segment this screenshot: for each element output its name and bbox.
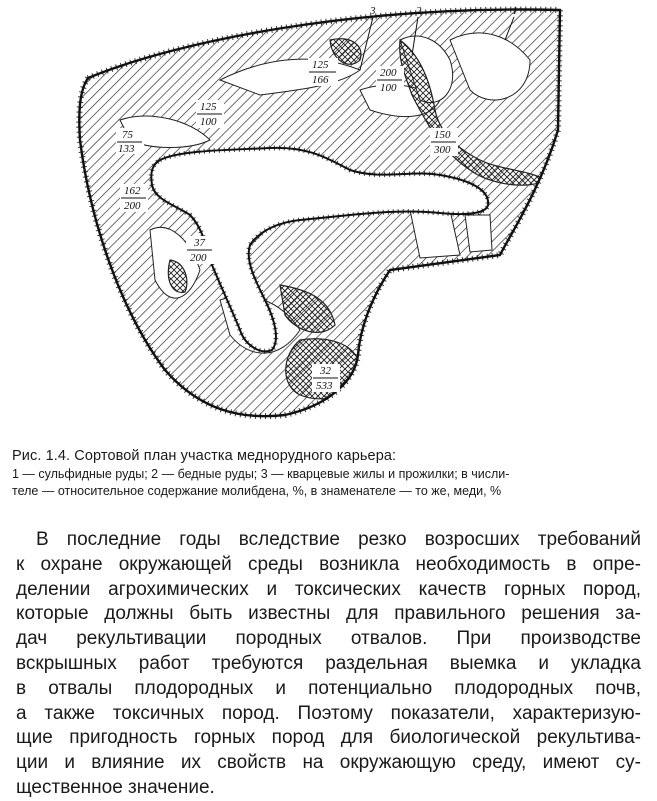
- grade-label: [196, 100, 224, 128]
- svg-text:166: 166: [312, 74, 329, 86]
- body-paragraph: [16, 528, 641, 801]
- text-line: ции и влияние их свойств на окружающую среду, имеют су-: [16, 752, 641, 774]
- callout-1: 1: [512, 5, 518, 17]
- svg-text:32: 32: [320, 365, 331, 377]
- svg-text:200: 200: [380, 67, 397, 79]
- svg-text:150: 150: [434, 129, 451, 141]
- svg-text:533: 533: [316, 380, 333, 392]
- text-line: к охране окружающей среды возникла необходимость в опре-: [16, 553, 641, 575]
- callout-3: 3: [370, 5, 376, 17]
- figure-caption-legend: [12, 466, 648, 500]
- svg-text:125: 125: [312, 59, 329, 71]
- grade-label: [116, 128, 144, 155]
- grade-label: [120, 184, 148, 212]
- text-line: щие пригодность горных пород для биологической рекультива-: [16, 727, 641, 749]
- text-line: дач рекультивации породных отвалов. При производстве: [16, 628, 641, 650]
- svg-text:162: 162: [124, 185, 141, 197]
- text-line: а также токсичных пород. Поэтому показатели, характеризую-: [16, 702, 641, 724]
- text-line: которые должны быть известны для правильного решения за-: [16, 603, 641, 625]
- svg-text:100: 100: [200, 116, 217, 128]
- quarry-grade-map: [60, 0, 580, 430]
- grade-label: [312, 364, 340, 392]
- svg-text:37: 37: [194, 237, 205, 249]
- legend-line: теле — относительное содержание молибдена, %, в знаменателе — то же, меди, %: [12, 484, 502, 498]
- svg-text:300: 300: [434, 144, 451, 156]
- text-line: делении агрохимических и токсических качеств горных пород,: [16, 578, 641, 600]
- svg-text:200: 200: [190, 252, 207, 264]
- legend-line: 1 — сульфидные руды; 2 — бедные руды; 3 — кварцевые жилы и прожилки; в числи-: [12, 467, 510, 481]
- svg-text:133: 133: [118, 143, 135, 155]
- grade-label: [308, 58, 338, 86]
- grade-label: [430, 128, 458, 156]
- svg-text:200: 200: [124, 200, 141, 212]
- svg-text:100: 100: [380, 82, 397, 94]
- text-line: щественное значение.: [16, 776, 215, 798]
- text-line: в отвалы плодородных и потенциально плодородных почв,: [16, 677, 641, 699]
- svg-text:125: 125: [200, 101, 217, 113]
- text-line: В последние годы вследствие резко возросших требований: [36, 529, 641, 550]
- grade-label: [186, 236, 214, 264]
- grade-label: [376, 66, 404, 94]
- text-line: вскрышных работ требуются раздельная выемка и укладка: [16, 652, 641, 674]
- callout-2: 2: [416, 5, 422, 17]
- figure-caption-title: Рис. 1.4. Сортовой план участка меднорудного карьера:: [12, 448, 397, 464]
- svg-text:75: 75: [122, 129, 133, 141]
